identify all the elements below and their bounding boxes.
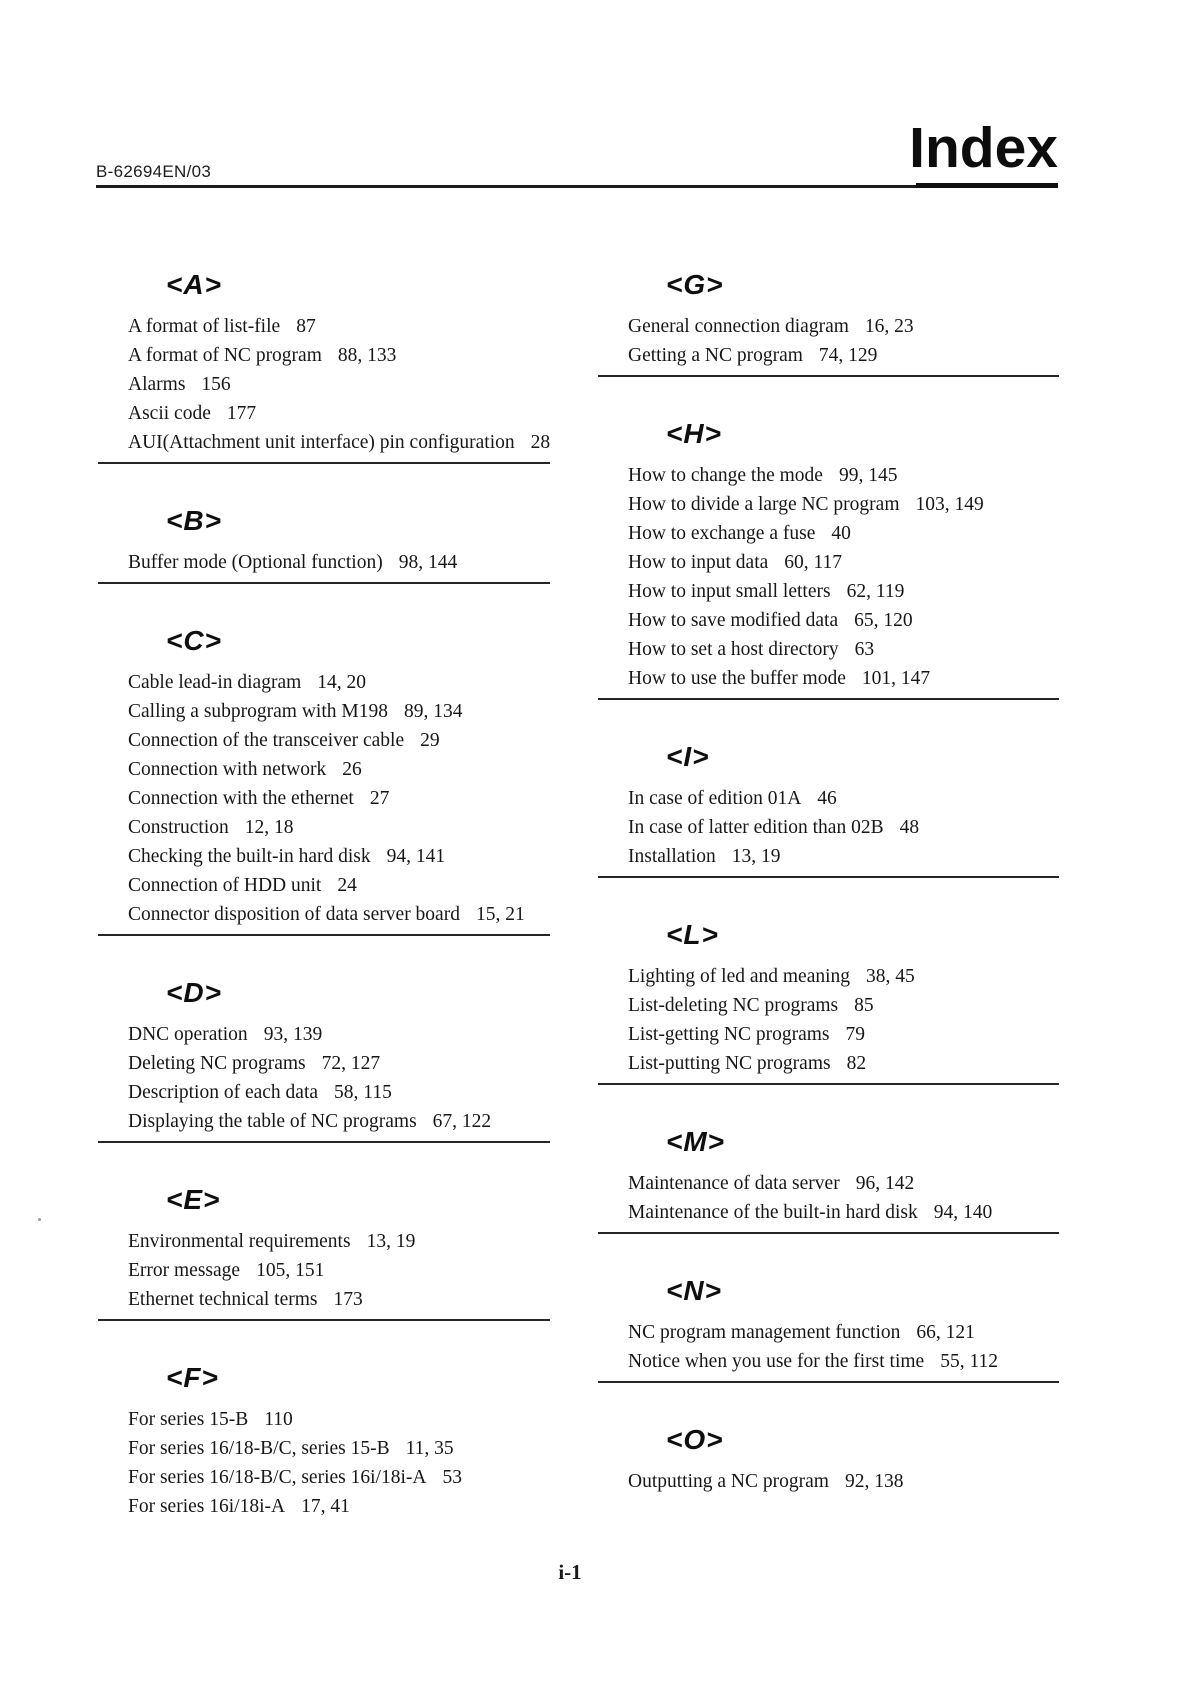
entry-page-numbers: 12, 18 bbox=[244, 817, 294, 838]
entry-page-numbers: 96, 142 bbox=[855, 1173, 915, 1194]
entry-title: For series 16/18-B/C, series 15-B bbox=[128, 1438, 390, 1459]
entry-page-numbers: 156 bbox=[201, 374, 231, 395]
entry-page-numbers: 53 bbox=[442, 1467, 462, 1488]
section-letter-heading: <N> bbox=[666, 1275, 722, 1306]
index-section-m bbox=[598, 1125, 1059, 1234]
entry-title: For series 16i/18i-A bbox=[128, 1496, 286, 1517]
index-entry bbox=[598, 519, 1059, 548]
index-entry bbox=[598, 1467, 1059, 1496]
index-entry bbox=[598, 1318, 1059, 1347]
index-section-b bbox=[98, 504, 550, 584]
entry-page-numbers: 101, 147 bbox=[861, 668, 931, 689]
column-left bbox=[98, 252, 550, 1521]
index-section-o bbox=[598, 1423, 1059, 1496]
entry-page-numbers: 13, 19 bbox=[366, 1231, 416, 1252]
entry-page-numbers: 26 bbox=[342, 759, 362, 780]
entry-title: Maintenance of data server bbox=[628, 1173, 840, 1194]
entry-title: Checking the built-in hard disk bbox=[128, 846, 371, 867]
section-rule bbox=[598, 1083, 1059, 1085]
entry-page-numbers: 46 bbox=[817, 788, 837, 809]
index-entry bbox=[598, 312, 1059, 341]
index-entry bbox=[98, 1434, 550, 1463]
entry-page-numbers: 85 bbox=[854, 995, 874, 1016]
entry-page-numbers: 173 bbox=[333, 1289, 363, 1310]
entry-page-numbers: 29 bbox=[420, 730, 440, 751]
entry-page-numbers: 110 bbox=[264, 1409, 293, 1430]
entry-title: Notice when you use for the first time bbox=[628, 1351, 925, 1372]
page-number: i-1 bbox=[558, 1560, 582, 1584]
entry-title: Connector disposition of data server board bbox=[128, 904, 460, 925]
index-entry bbox=[598, 842, 1059, 871]
doc-number: B-62694EN/03 bbox=[96, 162, 212, 181]
entry-page-numbers: 103, 149 bbox=[915, 494, 984, 515]
index-entry bbox=[98, 399, 550, 428]
index-entry bbox=[98, 871, 550, 900]
section-letter-heading: <F> bbox=[166, 1362, 219, 1393]
entry-title: A format of NC program bbox=[128, 345, 322, 366]
entry-title: How to change the mode bbox=[628, 465, 823, 486]
section-rule bbox=[598, 1381, 1059, 1383]
index-entry bbox=[98, 1107, 550, 1136]
index-entry bbox=[598, 784, 1059, 813]
entry-title: Connection of the transceiver cable bbox=[128, 730, 405, 751]
section-rule bbox=[598, 1232, 1059, 1234]
index-entry bbox=[98, 755, 550, 784]
index-section-c bbox=[98, 624, 550, 936]
index-section-h bbox=[598, 417, 1059, 700]
entry-page-numbers: 40 bbox=[831, 523, 851, 544]
entry-title: Cable lead-in diagram bbox=[128, 672, 302, 693]
entry-page-numbers: 79 bbox=[845, 1024, 865, 1045]
index-entry bbox=[98, 697, 550, 726]
section-rule bbox=[598, 375, 1059, 377]
section-letter-heading: <O> bbox=[666, 1424, 724, 1455]
entry-page-numbers: 89, 134 bbox=[403, 701, 463, 722]
index-entry bbox=[98, 1049, 550, 1078]
section-rule bbox=[598, 698, 1059, 700]
entry-page-numbers: 11, 35 bbox=[405, 1438, 454, 1459]
entry-title: Deleting NC programs bbox=[128, 1053, 306, 1074]
entry-title: For series 16/18-B/C, series 16i/18i-A bbox=[128, 1467, 427, 1488]
index-section-a bbox=[98, 268, 550, 464]
entry-page-numbers: 13, 19 bbox=[731, 846, 781, 867]
entry-page-numbers: 14, 20 bbox=[317, 672, 367, 693]
entry-page-numbers: 55, 112 bbox=[940, 1351, 998, 1372]
entry-page-numbers: 93, 139 bbox=[263, 1024, 323, 1045]
column-right bbox=[598, 252, 1059, 1496]
index-entry bbox=[598, 991, 1059, 1020]
index-entry bbox=[598, 606, 1059, 635]
index-entry bbox=[598, 461, 1059, 490]
entry-title: Ethernet technical terms bbox=[128, 1289, 318, 1310]
section-letter-heading: <E> bbox=[166, 1184, 221, 1215]
index-entry bbox=[98, 842, 550, 871]
entry-title: A format of list-file bbox=[128, 316, 281, 337]
entry-page-numbers: 48 bbox=[899, 817, 920, 838]
entry-page-numbers: 98, 144 bbox=[398, 552, 458, 573]
entry-title: AUI(Attachment unit interface) pin configuration bbox=[128, 432, 515, 453]
entry-title: List-getting NC programs bbox=[628, 1024, 830, 1045]
index-entry bbox=[98, 341, 550, 370]
index-entry bbox=[98, 784, 550, 813]
index-entry bbox=[598, 962, 1059, 991]
section-letter-heading: <D> bbox=[166, 977, 222, 1008]
index-section-l bbox=[598, 918, 1059, 1085]
page-title: Index bbox=[909, 116, 1058, 180]
header-rule bbox=[96, 185, 1058, 188]
entry-page-numbers: 58, 115 bbox=[334, 1082, 392, 1103]
entry-page-numbers: 65, 120 bbox=[854, 610, 913, 631]
section-letter-heading: <C> bbox=[166, 625, 222, 656]
header-rule-accent bbox=[916, 183, 1058, 188]
entry-title: NC program management function bbox=[628, 1322, 901, 1343]
index-section-g bbox=[598, 268, 1059, 377]
entry-page-numbers: 92, 138 bbox=[844, 1471, 904, 1492]
index-entry bbox=[598, 1198, 1059, 1227]
entry-page-numbers: 67, 122 bbox=[432, 1111, 492, 1132]
index-entry bbox=[98, 1227, 550, 1256]
section-rule bbox=[98, 582, 550, 584]
index-section-e bbox=[98, 1183, 550, 1321]
entry-title: Error message bbox=[128, 1260, 241, 1281]
entry-page-numbers: 82 bbox=[846, 1053, 867, 1074]
index-section-d bbox=[98, 976, 550, 1143]
index-entry bbox=[598, 1169, 1059, 1198]
index-entry bbox=[598, 1020, 1059, 1049]
index-entry bbox=[598, 1347, 1059, 1376]
index-entry bbox=[598, 490, 1059, 519]
entry-title: Description of each data bbox=[128, 1082, 319, 1103]
index-entry bbox=[598, 577, 1059, 606]
section-letter-heading: <I> bbox=[666, 741, 710, 772]
section-letter-heading: <L> bbox=[666, 919, 719, 950]
index-entry bbox=[98, 1020, 550, 1049]
section-rule bbox=[98, 934, 550, 936]
entry-title: DNC operation bbox=[128, 1024, 248, 1045]
section-rule bbox=[598, 876, 1059, 878]
entry-title: In case of latter edition than 02B bbox=[628, 817, 884, 838]
section-rule bbox=[98, 462, 550, 464]
index-section-n bbox=[598, 1274, 1059, 1383]
index-entry bbox=[98, 668, 550, 697]
index-entry bbox=[98, 312, 550, 341]
index-entry bbox=[98, 726, 550, 755]
index-entry bbox=[98, 1078, 550, 1107]
entry-page-numbers: 72, 127 bbox=[321, 1053, 381, 1074]
entry-page-numbers: 94, 140 bbox=[933, 1202, 993, 1223]
entry-page-numbers: 63 bbox=[854, 639, 875, 660]
entry-page-numbers: 66, 121 bbox=[916, 1322, 975, 1343]
entry-page-numbers: 74, 129 bbox=[818, 345, 878, 366]
index-entry bbox=[98, 1285, 550, 1314]
index-section-f bbox=[98, 1361, 550, 1521]
entry-page-numbers: 87 bbox=[296, 316, 316, 337]
entry-page-numbers: 105, 151 bbox=[256, 1260, 325, 1281]
index-section-i bbox=[598, 740, 1059, 878]
entry-title: In case of edition 01A bbox=[628, 788, 802, 809]
entry-title: How to input small letters bbox=[628, 581, 831, 602]
entry-page-numbers: 24 bbox=[337, 875, 357, 896]
entry-title: Environmental requirements bbox=[128, 1231, 351, 1252]
entry-page-numbers: 62, 119 bbox=[846, 581, 905, 602]
index-entry bbox=[598, 813, 1059, 842]
index-entry bbox=[598, 1049, 1059, 1078]
section-letter-heading: <A> bbox=[166, 269, 222, 300]
section-letter-heading: <G> bbox=[666, 269, 724, 300]
entry-title: List-putting NC programs bbox=[628, 1053, 831, 1074]
entry-title: Calling a subprogram with M198 bbox=[128, 701, 388, 722]
entry-title: Connection with network bbox=[128, 759, 327, 780]
entry-page-numbers: 38, 45 bbox=[866, 966, 915, 987]
entry-page-numbers: 60, 117 bbox=[784, 552, 843, 573]
entry-page-numbers: 17, 41 bbox=[301, 1496, 350, 1517]
index-entry bbox=[598, 548, 1059, 577]
index-entry bbox=[98, 900, 550, 929]
entry-title: General connection diagram bbox=[628, 316, 849, 337]
entry-title: Lighting of led and meaning bbox=[628, 966, 851, 987]
index-entry bbox=[98, 1492, 550, 1521]
index-entry bbox=[98, 813, 550, 842]
entry-page-numbers: 99, 145 bbox=[838, 465, 898, 486]
scan-artifact-dot bbox=[38, 1218, 41, 1221]
entry-page-numbers: 27 bbox=[369, 788, 390, 809]
entry-page-numbers: 177 bbox=[226, 403, 257, 424]
entry-title: Installation bbox=[628, 846, 716, 867]
index-entry bbox=[98, 1256, 550, 1285]
entry-title: Connection of HDD unit bbox=[128, 875, 322, 896]
entry-title: Connection with the ethernet bbox=[128, 788, 354, 809]
entry-title: Ascii code bbox=[128, 403, 211, 424]
section-letter-heading: <H> bbox=[666, 418, 722, 449]
entry-title: How to exchange a fuse bbox=[628, 523, 816, 544]
index-entry bbox=[98, 1405, 550, 1434]
index-entry bbox=[598, 341, 1059, 370]
index-entry bbox=[98, 428, 550, 457]
entry-title: Construction bbox=[128, 817, 229, 838]
entry-title: How to set a host directory bbox=[628, 639, 839, 660]
section-rule bbox=[98, 1141, 550, 1143]
entry-title: How to save modified data bbox=[628, 610, 839, 631]
entry-title: Alarms bbox=[128, 374, 186, 395]
index-entry bbox=[98, 1463, 550, 1492]
index-entry bbox=[598, 664, 1059, 693]
section-letter-heading: <M> bbox=[666, 1126, 726, 1157]
entry-page-numbers: 88, 133 bbox=[337, 345, 397, 366]
entry-title: Buffer mode (Optional function) bbox=[128, 552, 383, 573]
section-letter-heading: <B> bbox=[166, 505, 222, 536]
entry-title: Outputting a NC program bbox=[628, 1471, 829, 1492]
entry-page-numbers: 94, 141 bbox=[386, 846, 446, 867]
entry-title: List-deleting NC programs bbox=[628, 995, 839, 1016]
entry-title: Maintenance of the built-in hard disk bbox=[628, 1202, 918, 1223]
entry-title: How to use the buffer mode bbox=[628, 668, 846, 689]
entry-page-numbers: 28 bbox=[530, 432, 551, 453]
index-entry bbox=[98, 370, 550, 399]
entry-page-numbers: 16, 23 bbox=[864, 316, 914, 337]
entry-page-numbers: 15, 21 bbox=[475, 904, 525, 925]
entry-title: How to divide a large NC program bbox=[628, 494, 900, 515]
entry-title: Displaying the table of NC programs bbox=[128, 1111, 417, 1132]
entry-title: Getting a NC program bbox=[628, 345, 803, 366]
entry-title: For series 15-B bbox=[128, 1409, 249, 1430]
index-entry bbox=[98, 548, 550, 577]
section-rule bbox=[98, 1319, 550, 1321]
index-entry bbox=[598, 635, 1059, 664]
entry-title: How to input data bbox=[628, 552, 769, 573]
